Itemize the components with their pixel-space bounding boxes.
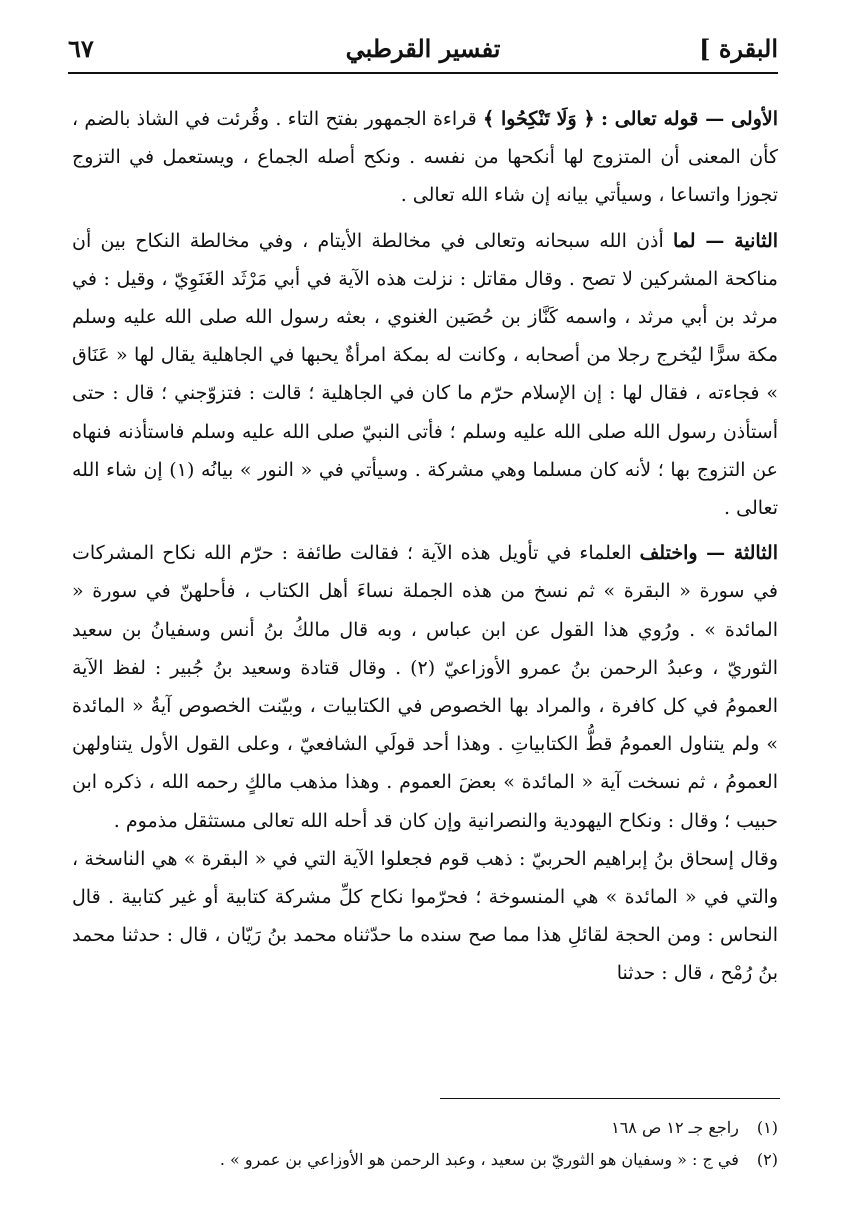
paragraph-lead: الثالثة — واختلف xyxy=(639,542,778,565)
book-title: تفسير القرطبي xyxy=(345,34,501,63)
paragraph-text: أذن الله سبحانه وتعالى في مخالطة الأيتام ، وفي مخالطة النكاح بين أن مناكحة المشركين لا تصح . وقال مقاتل : نزلت هذه الآية في أبي مَرْثَد الغَنَوِيّ ، وقيل : في مرثد بن أبي مرثد ، واسمه كَنَّاز بن حُصَين الغنوي ، بعثه رسول الله صلى الله عليه وسلم مكة سرًّا ليُخرج رجلا من أصحابه ، وكانت له بمكة امرأةٌ يحبها في الجاهلية يقال لها « عَنَاق » فجاءته ، فقال لها : إن الإسلام حرّم ما كان في الجاهلية ؛ قالت : فتزوّجني ؛ قال : حتى أستأذن رسول الله صلى الله عليه وسلم ؛ فأتى النبيّ صلى الله عليه وسلم فاستأذنه فنهاه عن التزوج بها ؛ لأنه كان مسلما وهي مشركة . وسيأتي في « النور » بيانُه (١) إن شاء الله تعالى . xyxy=(72,229,778,520)
footnote-rule xyxy=(440,1098,780,1099)
header-rule xyxy=(68,72,778,74)
footnote-text: في ج : « وسفيان هو الثوريّ بن سعيد ، وعبد الرحمن هو الأوزاعي بن عمرو » . xyxy=(219,1150,739,1169)
paragraph-text: قراءة الجمهور بفتح التاء . وقُرئت في الشاذ بالضم ، كأن المعنى أن المتزوج لها أنكحها من نفسه . ونكح أصله الجماع ، ويستعمل في التزوج تجوزا واتساعا ، وسيأتي بيانه إن شاء الله تعالى . xyxy=(72,108,778,207)
footnote-number: (٢) xyxy=(756,1150,778,1169)
paragraph-third xyxy=(72,534,778,840)
page-number: ٦٧ xyxy=(68,34,94,63)
paragraph-lead: الأولى — قوله تعالى : xyxy=(600,108,778,130)
paragraph-text: العلماء في تأويل هذه الآية ؛ فقالت طائفة : حرّم الله نكاح المشركات في سورة « البقرة » ثم نسخ من هذه الجملة نساءَ أهل الكتاب ، فأحلهنّ في سورة « المائدة » . ورُوي هذا القول عن ابن عباس ، وبه قال مالكُ بنُ أنس وسفيانُ بن سعيد الثوريّ ، وعبدُ الرحمن بنُ عمرو الأوزاعيّ (٢) . وقال قتادة وسعيد بنُ جُبير : لفظ الآية العمومُ في كل كافرة ، والمراد بها الخصوص في الكتابيات ، وبيّنت الخصوص آيةُ « المائدة » ولم يتناول العمومُ قطُّ الكتابياتِ . وهذا أحد قولَي الشافعيّ ، وعلى القول الأول يتناولهن العمومُ ، ثم نسخت آية « المائدة » بعضَ العموم . وهذا مذهب مالكٍ رحمه الله ، ذكره ابن حبيب ؛ وقال : ونكاح اليهودية والنصرانية وإن كان قد أحله الله تعالى مستثقل مذموم . xyxy=(72,542,778,832)
footnote-text: راجع جـ ١٢ ص ١٦٨ xyxy=(611,1118,739,1137)
paragraph-text: وقال إسحاق بنُ إبراهيم الحربيّ : ذهب قوم فجعلوا الآية التي في « البقرة » هي الناسخة ، والتي في « المائدة » هي المنسوخة ؛ فحرّموا نكاح كلِّ مشركة كتابية أو غير كتابية . قال النحاس : ومن الحجة لقائلِ هذا مما صح سنده ما حدّثناه محمد بنُ رَيّان ، قال : حدثنا محمد بنُ رُمْح ، قال : حدثنا xyxy=(72,847,778,985)
quran-quote: ﴿ وَلَا تَنْكِحُوا ﴾ xyxy=(482,108,595,130)
paragraph-first xyxy=(72,100,778,215)
paragraph-second xyxy=(72,222,778,528)
footnote xyxy=(140,1144,778,1176)
body-text xyxy=(72,100,778,1000)
running-header xyxy=(68,30,778,70)
paragraph-lead: الثانية — لما xyxy=(673,229,779,252)
paragraph-fourth xyxy=(72,840,778,993)
surah-name: البقرة ] xyxy=(699,34,778,63)
footnote xyxy=(140,1112,778,1144)
footnotes xyxy=(140,1112,778,1176)
footnote-number: (١) xyxy=(756,1118,778,1137)
